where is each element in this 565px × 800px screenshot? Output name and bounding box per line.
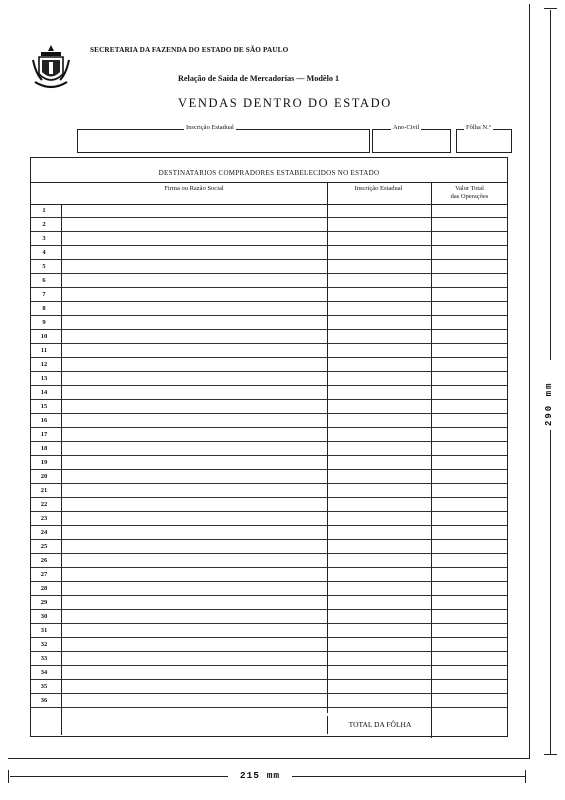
table-row[interactable] [31,540,507,554]
table-row[interactable] [31,666,507,680]
row-number: 20 [40,473,48,480]
width-dimension-tick-left [8,770,9,783]
table-row[interactable] [31,414,507,428]
width-dimension-label: 215 mm [228,770,292,781]
inscricao-estadual-field[interactable] [77,124,370,153]
row-number: 5 [42,263,46,270]
table-row[interactable] [31,386,507,400]
table-row[interactable] [31,470,507,484]
height-dimension-text: 290 mm [544,381,554,426]
row-number: 36 [40,697,48,704]
table-row[interactable] [31,400,507,414]
row-number: 13 [40,375,48,382]
table-row[interactable] [31,260,507,274]
width-dimension-tick-right [525,770,526,783]
column-header-valor-line2: das Operações [450,193,489,200]
column-divider-valor [431,182,432,738]
row-number: 35 [40,683,48,690]
row-number: 6 [42,277,46,284]
folha-numero-field[interactable] [456,124,512,153]
table-row[interactable] [31,456,507,470]
table-row[interactable] [31,554,507,568]
height-dimension-tick-top [544,8,557,9]
table-row[interactable] [31,358,507,372]
table-row[interactable] [31,288,507,302]
row-number: 25 [40,543,48,550]
row-number: 24 [40,529,48,536]
row-number: 29 [40,599,48,606]
row-number: 19 [40,459,48,466]
table-row[interactable] [31,330,507,344]
table-row[interactable] [31,218,507,232]
row-number: 7 [42,291,46,298]
table-row[interactable] [31,652,507,666]
table-row[interactable] [31,610,507,624]
row-number: 9 [42,319,46,326]
row-number: 8 [42,305,46,312]
row-number: 31 [40,627,48,634]
ano-civil-label: Ano-Civil [393,124,420,131]
coat-of-arms-emblem [32,44,70,92]
row-number: 10 [40,333,48,340]
inscricao-estadual-label: Inscrição Estadual [186,124,234,131]
table-row[interactable] [31,596,507,610]
column-divider-inscricao [327,182,328,713]
table-row[interactable] [31,624,507,638]
form-title: VENDAS DENTRO DO ESTADO [178,96,392,110]
table-row[interactable] [31,498,507,512]
recipients-table [30,157,508,737]
row-number: 34 [40,669,48,676]
row-number: 22 [40,501,48,508]
table-row[interactable] [31,484,507,498]
table-row[interactable] [31,526,507,540]
form-sheet [8,4,530,759]
table-row[interactable] [31,274,507,288]
table-row[interactable] [31,638,507,652]
height-dimension-label [542,360,556,430]
table-row[interactable] [31,302,507,316]
row-number: 15 [40,403,48,410]
agency-name: SECRETARIA DA FAZENDA DO ESTADO DE SÃO PAULO [90,46,289,54]
row-number: 21 [40,487,48,494]
table-row[interactable] [31,442,507,456]
ano-civil-field[interactable] [372,124,451,153]
row-number: 23 [40,515,48,522]
column-divider-number [61,204,62,735]
table-row[interactable] [31,204,507,218]
row-number: 2 [42,221,46,228]
table-row[interactable] [31,428,507,442]
row-number: 1 [42,207,46,214]
row-number: 26 [40,557,48,564]
table-row[interactable] [31,694,507,708]
table-row[interactable] [31,582,507,596]
row-number: 18 [40,445,48,452]
row-number: 4 [42,249,46,256]
row-number: 12 [40,361,48,368]
row-number: 28 [40,585,48,592]
row-number: 14 [40,389,48,396]
row-number: 32 [40,641,48,648]
table-row[interactable] [31,316,507,330]
column-header-firma: Firma ou Razão Social [164,185,224,192]
table-row[interactable] [31,512,507,526]
table-row[interactable] [31,680,507,694]
row-number: 27 [40,571,48,578]
table-row[interactable] [31,568,507,582]
table-section-title: DESTINATARIOS COMPRADORES ESTABELECIDOS NO ESTADO [31,165,507,183]
form-subtitle: Relação de Saída de Mercadorias — Modêlo 1 [178,74,340,83]
table-row[interactable] [31,344,507,358]
column-header-valor [431,182,508,204]
column-header-valor-line1: Valor Total [455,185,484,192]
table-row[interactable] [31,372,507,386]
total-da-folha-label: TOTAL DA FÔLHA [327,716,432,734]
column-header-inscricao: Inscrição Estadual [354,185,403,192]
table-row[interactable] [31,246,507,260]
row-number: 30 [40,613,48,620]
row-number: 11 [40,347,48,354]
row-number: 16 [40,417,48,424]
height-dimension-tick-bottom [544,754,557,755]
folha-numero-label: Fôlha N.º [466,124,491,131]
row-number: 17 [40,431,48,438]
row-number: 33 [40,655,48,662]
table-row[interactable] [31,232,507,246]
row-number: 3 [42,235,46,242]
